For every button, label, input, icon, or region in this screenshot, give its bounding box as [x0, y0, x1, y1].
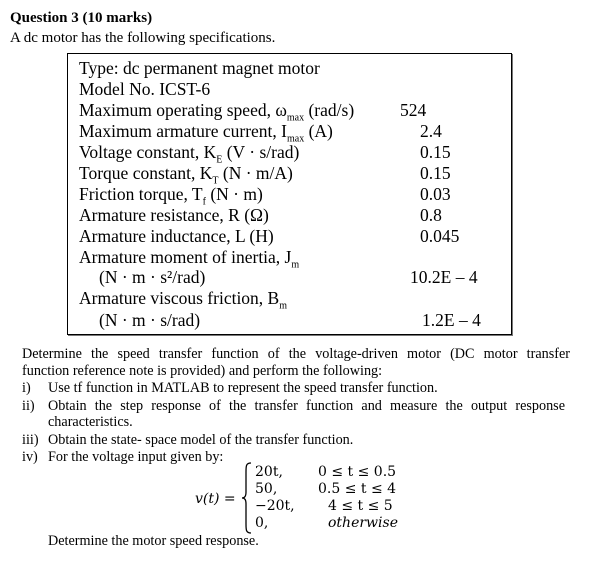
task-closing: Determine the motor speed response.: [48, 533, 259, 549]
spec-model: Model No. ICST-6: [79, 79, 211, 99]
spec-value-torque-constant: 0.15: [420, 163, 451, 183]
spec-label-armature-inductance: Armature inductance, L (H): [79, 226, 274, 246]
item-marker-iv: iv): [22, 449, 38, 465]
spec-label-viscous-friction: Armature viscous friction, $B_m$: [79, 288, 288, 312]
left-brace-icon: [241, 462, 253, 534]
item-marker-ii: ii): [22, 398, 35, 414]
spec-value-moment-inertia: 10.2E – 4: [410, 267, 478, 287]
spec-value-friction-torque: 0.03: [420, 184, 451, 204]
case-expr-1: 20t,: [255, 464, 283, 480]
spec-value-viscous-friction: 1.2E – 4: [422, 310, 481, 330]
spec-label-voltage-constant: Voltage constant, $K_E$ (V · s/rad): [79, 142, 300, 166]
item-marker-i: i): [22, 380, 31, 396]
spec-label-viscous-unit: (N · m · s/rad): [99, 310, 201, 330]
spec-type: Type: dc permanent magnet motor: [79, 58, 320, 78]
spec-label-max-current: Maximum armature current, $I_{max}$ (A): [79, 121, 333, 145]
spec-label-friction-torque: Friction torque, $T_f$ (N · m): [79, 184, 263, 208]
item-marker-iii: iii): [22, 432, 39, 448]
case-cond-1: 0 ≤ t ≤ 0.5: [318, 464, 397, 480]
spec-label-inertia-unit: (N · m · s²/rad): [99, 267, 206, 287]
task-paragraph-line1: Determine the speed transfer function of the voltage-driven motor (DC motor transfer: [22, 346, 570, 362]
equation-lhs: v(t) =: [195, 491, 236, 507]
spec-label-armature-resistance: Armature resistance, R (Ω): [79, 205, 269, 225]
case-expr-4: 0,: [255, 515, 269, 531]
spec-table: [67, 53, 512, 335]
item-text-i: Use tf function in MATLAB to represent the speed transfer function.: [48, 380, 438, 396]
spec-label-max-speed: Maximum operating speed, $\omega_{max}$ (rad/s): [79, 100, 355, 124]
case-expr-3: −20t,: [255, 498, 295, 514]
case-cond-2: 0.5 ≤ t ≤ 4: [318, 481, 397, 497]
case-cond-4: otherwise: [328, 515, 398, 531]
item-text-iv: For the voltage input given by:: [48, 449, 224, 465]
spec-value-max-current: 2.4: [420, 121, 442, 141]
spec-value-armature-inductance: 0.045: [420, 226, 460, 246]
spec-label-torque-constant: Torque constant, $K_T$ (N · m/A): [79, 163, 293, 187]
task-paragraph-line2: function reference note is provided) and perform the following:: [22, 363, 383, 379]
spec-value-armature-resistance: 0.8: [420, 205, 442, 225]
spec-label-moment-inertia: Armature moment of inertia, $J_m$: [79, 247, 300, 271]
item-text-iii: Obtain the state- space model of the transfer function.: [48, 432, 354, 448]
spec-value-voltage-constant: 0.15: [420, 142, 451, 162]
spec-value-max-speed: 524: [400, 100, 427, 120]
case-expr-2: 50,: [255, 481, 278, 497]
question-title: Question 3 (10 marks): [10, 10, 153, 26]
item-text-ii-cont: characteristics.: [48, 414, 133, 430]
question-intro: A dc motor has the following specifications.: [10, 30, 276, 46]
case-cond-3: 4 ≤ t ≤ 5: [328, 498, 393, 514]
item-text-ii: Obtain the step response of the transfer function and measure the output response: [48, 398, 565, 414]
